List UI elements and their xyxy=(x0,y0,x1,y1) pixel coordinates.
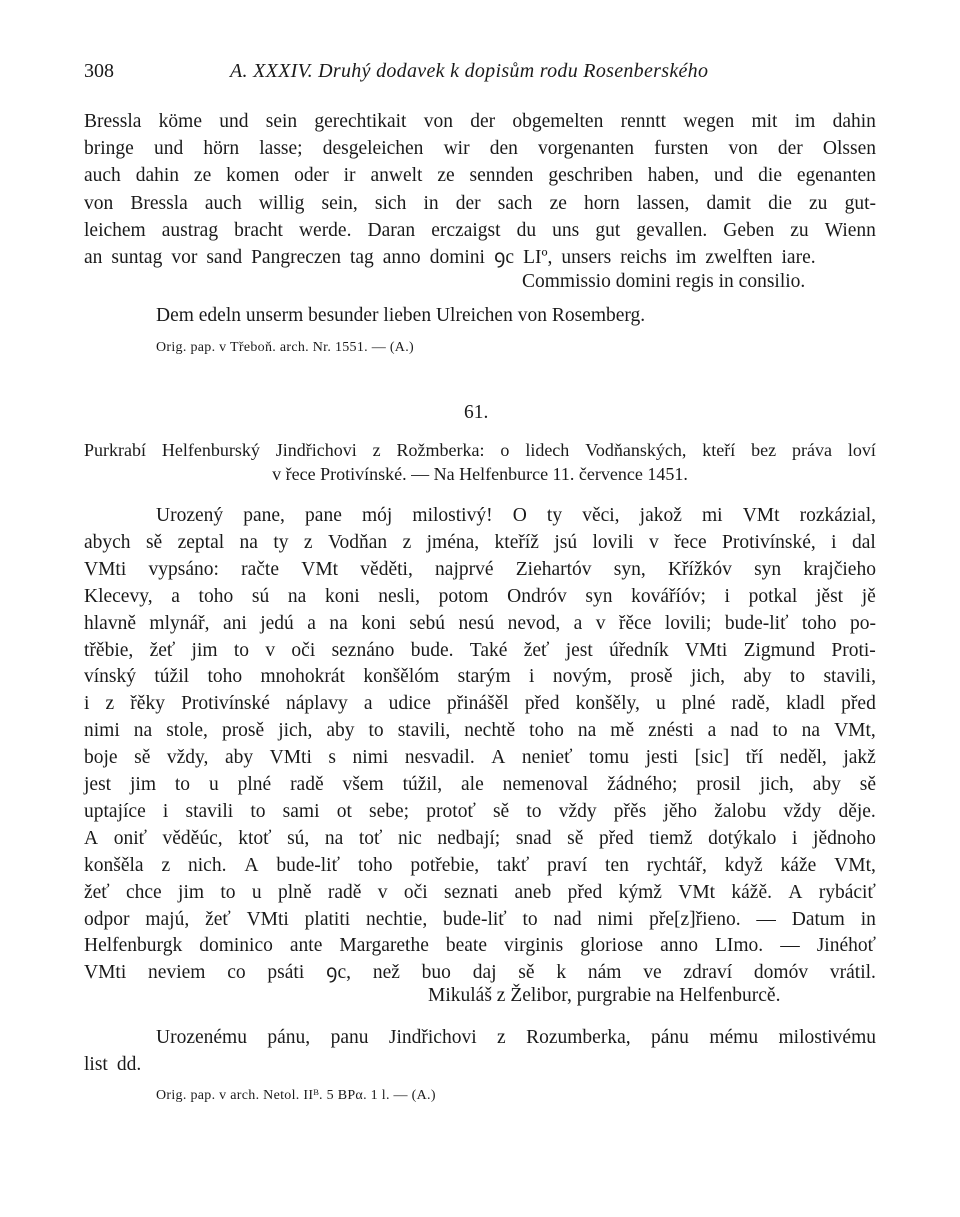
text-line: A oniť věděúc, ktoť sú, na toť nic nedbají; snad sě před tiemž dotýkalo i jědnoho xyxy=(84,827,876,849)
text-line: žeť chce jim to u plně radě v oči seznati aneb před kýmž VMt kážě. A rybáciť xyxy=(84,881,876,903)
letter-61-source-note: Orig. pap. v arch. Netol. IIᴮ. 5 BPα. 1 l. — (A.) xyxy=(156,1088,436,1103)
letter-60-address: Dem edeln unserm besunder lieben Ulreichen von Rosemberg. xyxy=(156,305,646,326)
text-line: list dd. xyxy=(84,1054,142,1075)
text-line: VMti neviem co psáti ꝯc, než buo daj sě k nám ve zdraví domóv vrátil. xyxy=(84,962,876,984)
letter-60-closing: Commissio domini regis in consilio. xyxy=(522,271,806,292)
text-line: i z řěky Protivínské náplavy a udice přinášěl před konšěly, u plné radě, kladl před xyxy=(84,693,876,715)
text-line: auch dahin ze komen oder ir anwelt ze sennden geschriben haben, und die egenanten xyxy=(84,165,876,187)
letter-61-summary xyxy=(84,438,876,486)
text-line: bringe und hörn lasse; desgeleichen wir den vorgenanten fursten von der Olssen xyxy=(84,138,876,160)
text-line: Urozenému pánu, panu Jindřichovi z Rozumberka, pánu mému milostivému xyxy=(156,1027,876,1048)
text-line: Bressla köme und sein gerechtikait von der obgemelten renntt wegen mit im dahin xyxy=(84,111,876,132)
text-line: jest jim to u plné radě všem túžil, ale nemenoval žádného; prosil jich, aby sě xyxy=(84,774,876,795)
running-title: A. XXXIV. Druhý dodavek k dopisům rodu Rosenberského xyxy=(230,60,709,82)
summary-line-2: v řece Protivínské. — Na Helfenburce 11. července 1451. xyxy=(272,464,688,484)
text-line: vínský túžil toho mnohokrát konšělóm starým i novým, prosě jich, aby to stavili, xyxy=(84,666,876,688)
text-line: Klecevy, a toho sú na koni nesli, potom Ondróv syn kováříóv; i potkal jěst jě xyxy=(84,585,876,607)
page-number: 308 xyxy=(84,60,114,82)
text-line: Helfenburgk dominico ante Margarethe beate virginis gloriose anno LImo. — Jinéhoť xyxy=(84,935,876,957)
text-line: Urozený pane, pane mój milostivý! O ty věci, jakož mi VMt rozkázial, xyxy=(156,505,876,526)
text-line: VMti vypsáno: račte VMt věděti, najprvé Ziehartóv syn, Křížkóv syn krajčieho xyxy=(84,558,876,580)
summary-line-1: Purkrabí Helfenburský Jindřichovi z Rožmberka: o lidech Vodňanských, kteří bez práva loví xyxy=(84,440,876,460)
text-line: odpor majú, žeť VMti platiti nechtie, bude-liť to nad nimi pře[z]řieno. — Datum in xyxy=(84,908,876,930)
page-header xyxy=(84,60,876,90)
letter-60-source-note: Orig. pap. v Třeboň. arch. Nr. 1551. — (A.) xyxy=(156,340,414,355)
letter-61-signature: Mikuláš z Želibor, purgrabie na Helfenburcě. xyxy=(428,985,781,1006)
text-line: nimi na stole, prosě jich, aby to stavili, nechtě toho na mě znésti a nad to na VMt, xyxy=(84,720,876,742)
text-line: leichem austrag bracht werde. Daran erczaigst du uns gut gevallen. Geben zu Wienn xyxy=(84,219,876,241)
text-line: uptajíce i stavili to sami ot sebe; protoť sě to vždy přěs jěho žalobu vždy děje. xyxy=(84,800,876,822)
text-line: abych sě zeptal na ty z Vodňan z jména, kteříž jsú lovili v řece Protivínské, i dal xyxy=(84,531,876,553)
text-line: von Bressla auch willig sein, sich in der sach ze horn lassen, damit die zu gut- xyxy=(84,192,876,214)
text-line: konšěla z nich. A bude-liť toho potřebie, takť praví ten rychtář, když káže VMt, xyxy=(84,854,876,876)
text-line: hlavně mlynář, ani jedú a na koni sebú nesú nevod, a v řěce lovili; bude-liť toho po- xyxy=(84,612,876,634)
letter-61-number: 61. xyxy=(464,402,489,423)
text-line: boje sě vždy, aby VMti s nimi nesvadil. A nenieť tomu jesti [sic] tří neděl, jakž xyxy=(84,747,876,769)
text-line: an suntag vor sand Pangreczen tag anno domini ꝯc LIº, unsers reichs im zwelften iare. xyxy=(84,247,816,268)
text-line: třěbie, žeť jim to v oči seznáno bude. Také žeť jest úředník VMti Zigmund Proti- xyxy=(84,639,876,661)
